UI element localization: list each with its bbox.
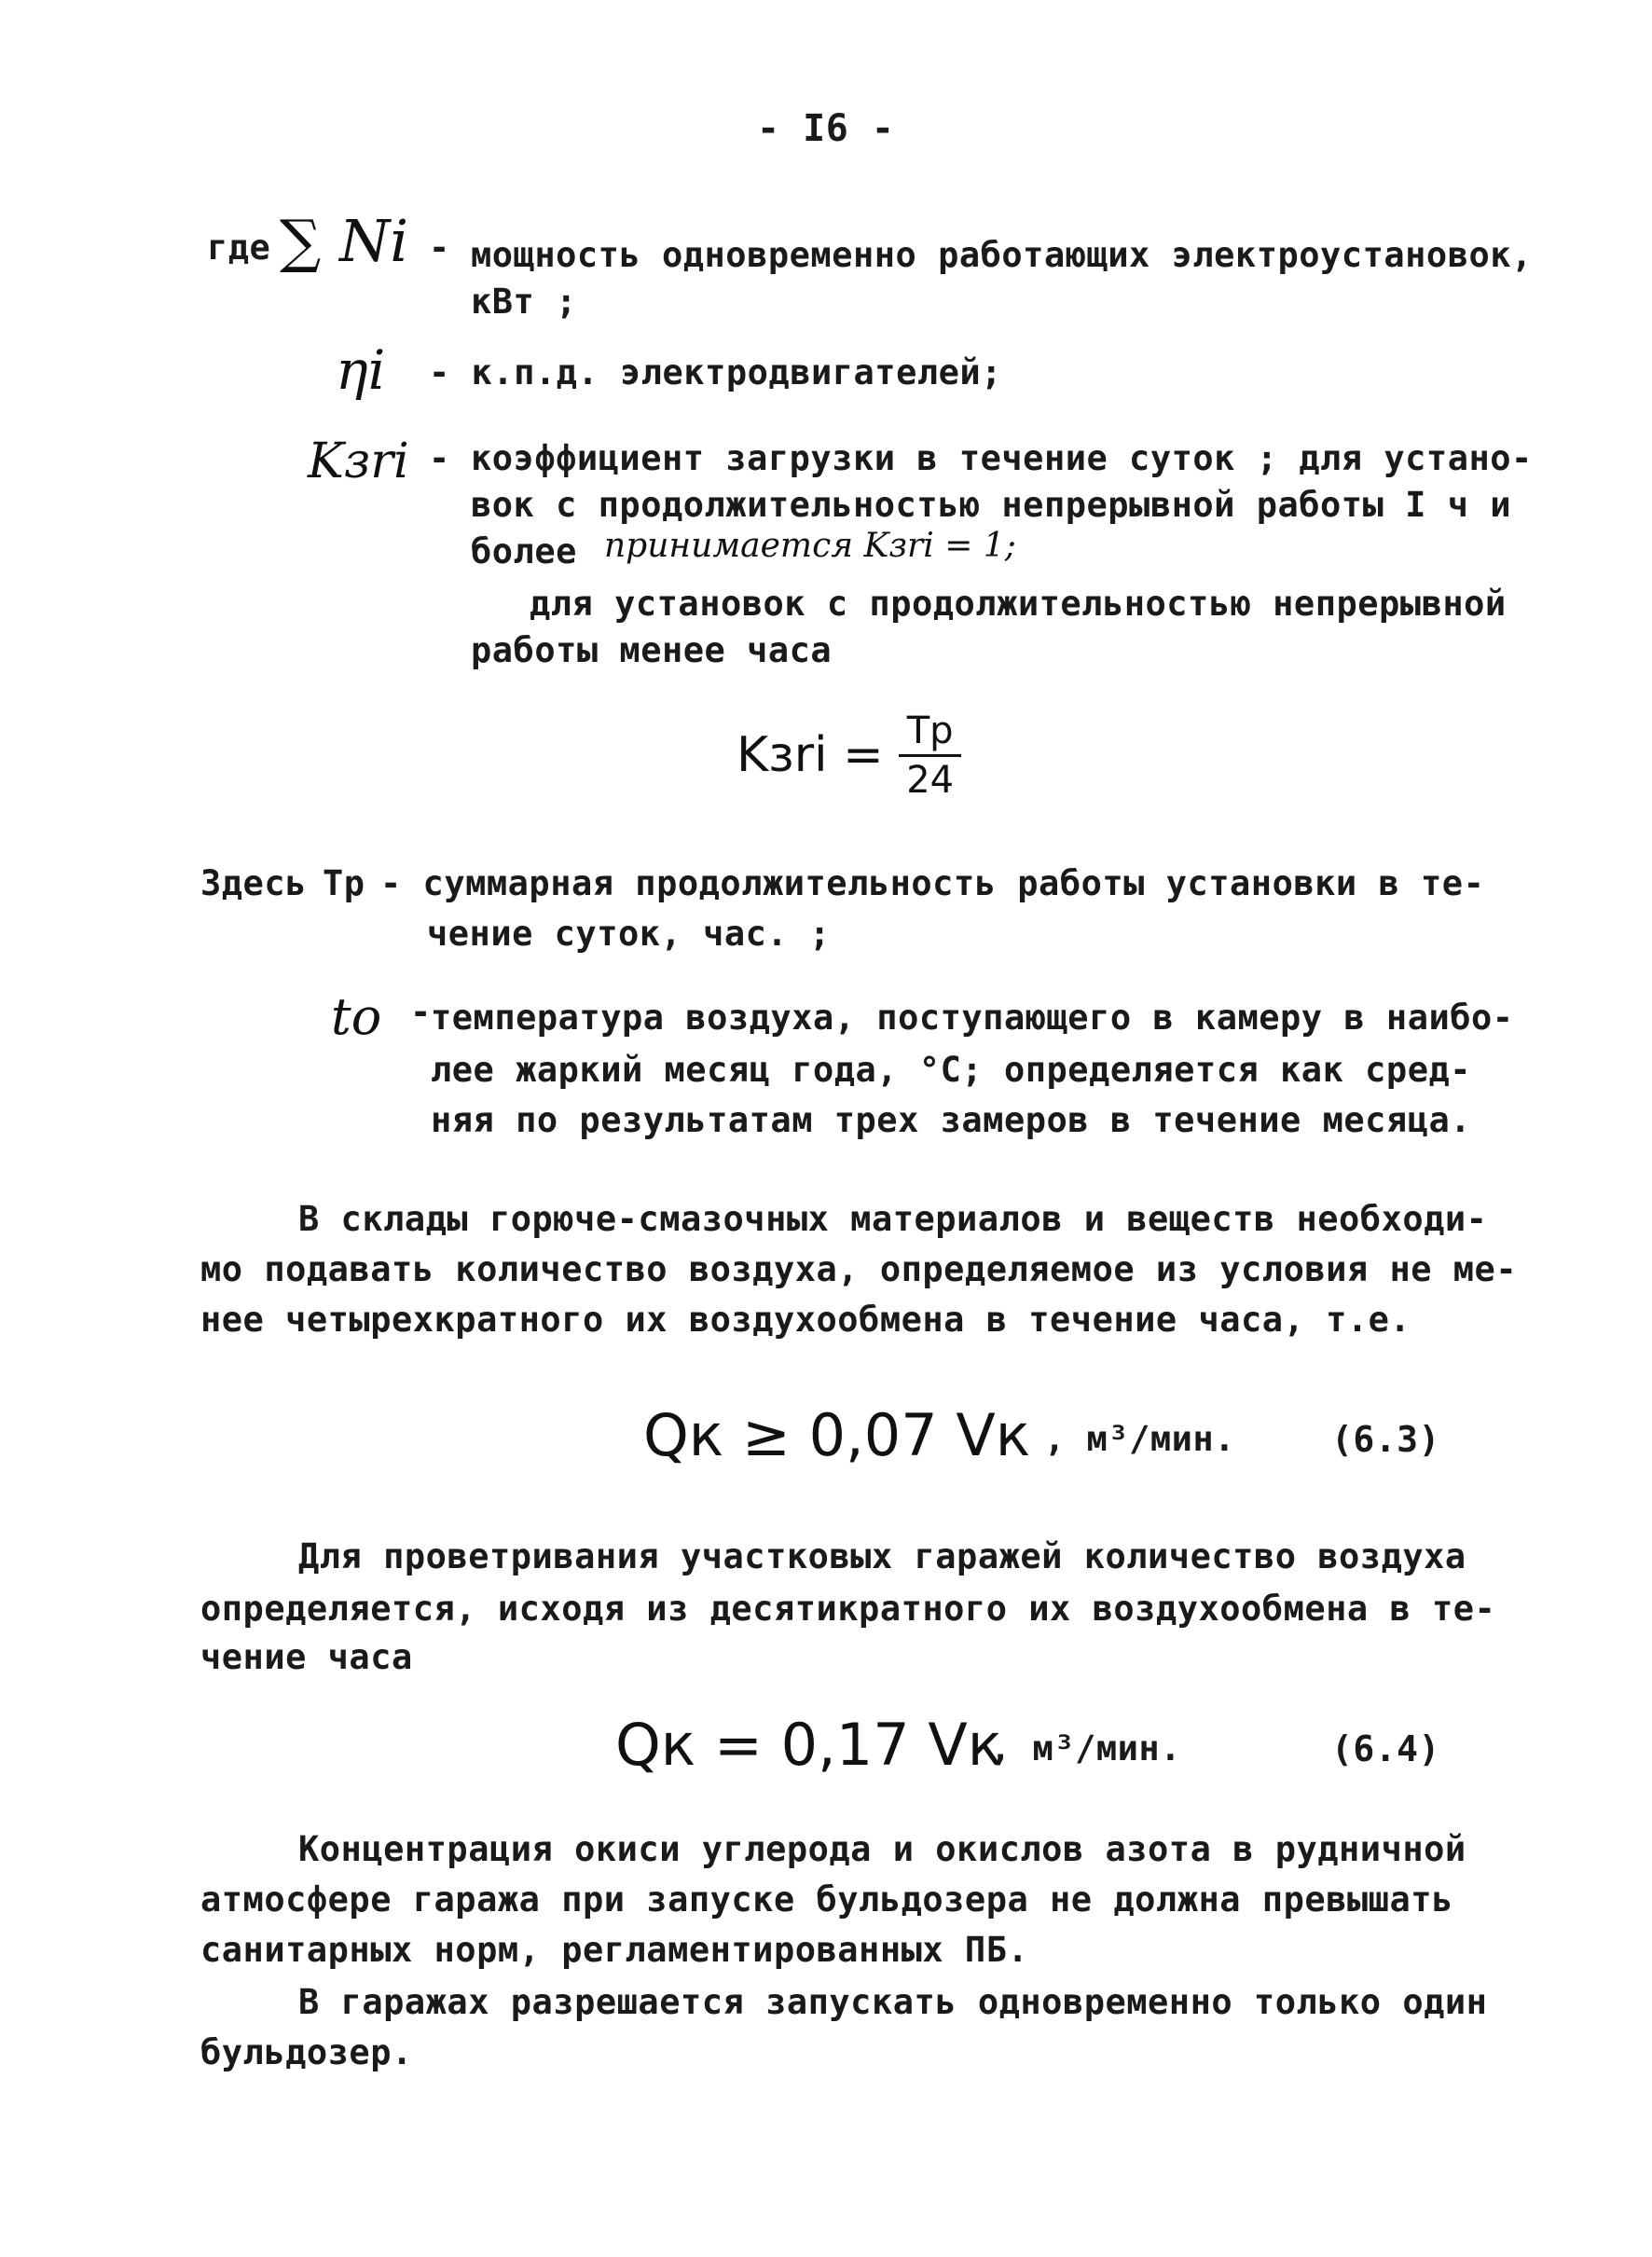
k-text-3a: более — [471, 531, 577, 571]
tp-text-2: чение суток, час. ; — [427, 914, 831, 954]
to-text-1: температура воздуха, поступающего в камеру в наибо- — [431, 998, 1514, 1038]
formula-6-3-number: (6.3) — [1331, 1419, 1440, 1460]
sum-n-dash: - — [429, 227, 450, 268]
formula-k-numerator: Tp — [899, 708, 961, 757]
sum-n-text-2: кВт ; — [471, 282, 577, 322]
formula-6-4: Qк = 0,17 Vк — [615, 1711, 1003, 1779]
paragraph-2-line-1: Для проветривания участковых гаражей количество воздуха — [298, 1536, 1466, 1576]
formula-6-3: Qк ≥ 0,07 Vк — [643, 1401, 1031, 1469]
k-text-1: коэффициент загрузки в течение суток ; для устано- — [471, 438, 1533, 478]
paragraph-1-line-3: нее четырехкратного их воздухообмена в течение часа, т.е. — [200, 1300, 1411, 1340]
paragraph-4-line-2: бульдозер. — [200, 2032, 413, 2072]
paragraph-2-line-2: определяется, исходя из десятикратного их воздухообмена в те- — [200, 1589, 1496, 1629]
k-text-3b-handwritten: принимается Kзri = 1; — [604, 527, 1016, 565]
to-text-2: лее жаркий месяц года, °С; определяется как сред- — [431, 1050, 1472, 1090]
k-text-4: для установок с продолжительностью непрерывной — [530, 584, 1507, 624]
eta-symbol: ηi — [336, 338, 386, 402]
formula-k-lhs: Kзri = — [737, 727, 884, 783]
to-text-3: няя по результатам трех замеров в течение месяца. — [431, 1100, 1472, 1140]
formula-6-4-unit: , м³/мин. — [990, 1728, 1181, 1768]
page-number: - I6 - — [757, 107, 895, 150]
to-symbol: to — [331, 987, 382, 1046]
k-dash: - — [429, 438, 450, 478]
paragraph-3-line-2: атмосфере гаража при запуске бульдозера не должна превышать — [200, 1879, 1453, 1920]
paragraph-3-line-1: Концентрация окиси углерода и окислов азота в рудничной — [298, 1829, 1466, 1869]
definitions-intro: где — [207, 227, 271, 268]
paragraph-2-line-3: чение часа — [200, 1637, 413, 1677]
k-text-5: работы менее часа — [471, 630, 833, 670]
k-text-2: вок с продолжительностью непрерывной работы I ч и — [471, 485, 1512, 525]
paragraph-1-line-2: мо подавать количество воздуха, определяемое из условия не ме- — [200, 1249, 1518, 1289]
eta-text: - к.п.д. электродвигателей; — [429, 352, 1002, 392]
formula-6-3-unit: , м³/мин. — [1044, 1419, 1235, 1459]
sum-n-symbol: ∑ Ni — [280, 207, 409, 275]
paragraph-1-line-1: В склады горюче-смазочных материалов и веществ необходи- — [298, 1199, 1488, 1239]
paragraph-3-line-3: санитарных норм, регламентированных ПБ. — [200, 1930, 1029, 1970]
paragraph-4-line-1: В гаражах разрешается запускать одновременно только один — [298, 1982, 1488, 2022]
here-intro: Здесь — [200, 863, 307, 903]
formula-k-denominator: 24 — [906, 758, 955, 802]
tp-text-1: - суммарная продолжительность работы установки в те- — [380, 863, 1485, 903]
formula-6-4-number: (6.4) — [1331, 1728, 1440, 1769]
to-dash: - — [410, 992, 432, 1032]
k-symbol: Kзri — [308, 434, 409, 489]
tp-symbol: Tp — [323, 863, 365, 903]
formula-k-fraction — [899, 708, 961, 804]
sum-n-text-1: мощность одновременно работающих электроустановок, — [471, 235, 1533, 275]
formula-k — [737, 701, 961, 806]
